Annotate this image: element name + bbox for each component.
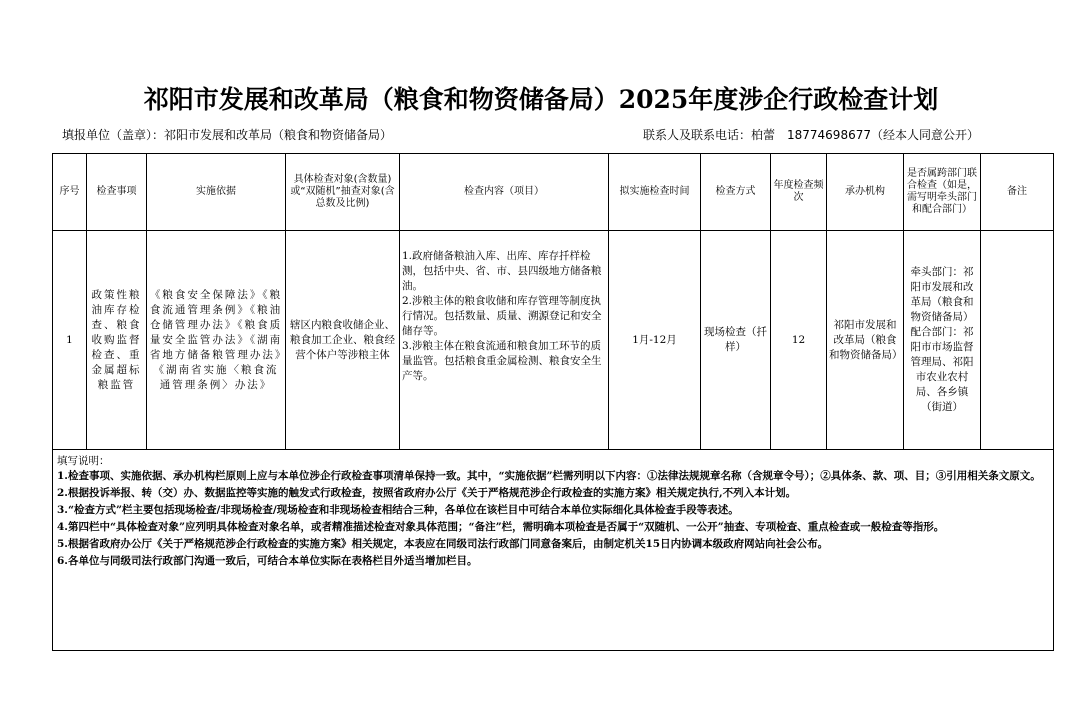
table-header-row [53, 154, 1054, 231]
cell-seq: 1 [53, 231, 87, 450]
header-frequency: 年度检查频次 [771, 154, 827, 231]
note-line-6: 6.各单位与同级司法行政部门沟通一致后，可结合本单位实际在表格栏目外适当增加栏目。 [57, 555, 478, 567]
notes-cell [53, 450, 1054, 651]
header-target: 具体检查对象(含数量)或“双随机”抽查对象(含总数及比例) [286, 154, 400, 231]
header-method: 检查方式 [701, 154, 771, 231]
cell-content [400, 231, 609, 450]
content-item-1: 1.政府储备粮油入库、出库、库存扦样检测，包括中央、省、市、县四级地方储备粮油。 [402, 250, 602, 292]
notes-row [53, 450, 1054, 651]
note-line-4: 4.第四栏中“具体检查对象”应列明具体检查对象名单，或者精准描述检查对象具体范围；“备注”栏，需明确本项检查是否属于“双随机、一公开”抽查、专项检查、重点检查或一般检查等指形。 [57, 521, 945, 533]
reporting-unit: 填报单位（盖章）：祁阳市发展和改革局（粮食和物资储备局） [62, 128, 393, 142]
cell-target: 辖区内粮食收储企业、粮食加工企业、粮食经营个体户等涉粮主体 [286, 231, 400, 450]
header-seq: 序号 [53, 154, 87, 231]
cell-joint-inspection: 牵头部门：祁阳市发展和改革局（粮食和物资储备局）配合部门：祁阳市市场监督管理局、祁阳市农业农村局、各乡镇（街道） [904, 231, 981, 450]
cell-time: 1月-12月 [609, 231, 701, 450]
note-line-5: 5.根据省政府办公厅《关于严格规范涉企行政检查的实施方案》相关规定，本表应在同级司法行政部门同意备案后，由制定机关15日内协调本级政府网站向社会公布。 [57, 538, 829, 550]
notes-heading: 填写说明： [57, 455, 110, 467]
cell-organizer: 祁阳市发展和改革局（粮食和物资储备局） [827, 231, 904, 450]
cell-remark [981, 231, 1054, 450]
note-line-1: 1.检查事项、实施依据、承办机构栏原则上应与本单位涉企行政检查事项清单保持一致。其中，“实施依据”栏需列明以下内容：①法律法规规章名称（含规章令号）；②具体条、款、项、目；③引用相关条文原文。 [57, 470, 1041, 482]
header-organizer: 承办机构 [827, 154, 904, 231]
inspection-plan-table [52, 153, 1054, 651]
note-line-3: 3.“检查方式”栏主要包括现场检查/非现场检查/现场检查和非现场检查相结合三种，各单位在该栏目中可结合本单位实际细化具体检查手段等表述。 [57, 504, 739, 516]
header-time: 拟实施检查时间 [609, 154, 701, 231]
cell-item: 政策性粮油库存检查、粮食收购监督检查、重金属超标粮监管 [87, 231, 147, 450]
header-content: 检查内容（项目） [400, 154, 609, 231]
table-row [53, 231, 1054, 450]
page-title: 祁阳市发展和改革局（粮食和物资储备局）2025年度涉企行政检查计划 [143, 85, 939, 114]
cell-basis: 《粮食安全保障法》《粮食流通管理条例》《粮油仓储管理办法》《粮食质量安全监管办法》《湖南省地方储备粮管理办法》《湖南省实施〈粮食流通管理条例〉办法》 [147, 231, 286, 450]
header-basis: 实施依据 [147, 154, 286, 231]
contact-info: 联系人及联系电话：柏蕾 18774698677（经本人同意公开） [643, 128, 979, 142]
content-item-3: 3.涉粮主体在粮食流通和粮食加工环节的质量监管。包括粮食重金属检测、粮食安全生产等。 [402, 340, 602, 382]
cell-frequency: 12 [771, 231, 827, 450]
header-item: 检查事项 [87, 154, 147, 231]
content-item-2: 2.涉粮主体的粮食收储和库存管理等制度执行情况。包括数量、质量、溯源登记和安全储存等。 [402, 295, 602, 337]
note-line-2: 2.根据投诉举报、转（交）办、数据监控等实施的触发式行政检查，按照省政府办公厅《关于严格规范涉企行政检查的实施方案》相关规定执行,不列入本计划。 [57, 487, 797, 499]
header-remark: 备注 [981, 154, 1054, 231]
cell-method: 现场检查（扦样） [701, 231, 771, 450]
header-joint-inspection: 是否属跨部门联合检查（如是，需写明牵头部门和配合部门） [904, 154, 981, 231]
